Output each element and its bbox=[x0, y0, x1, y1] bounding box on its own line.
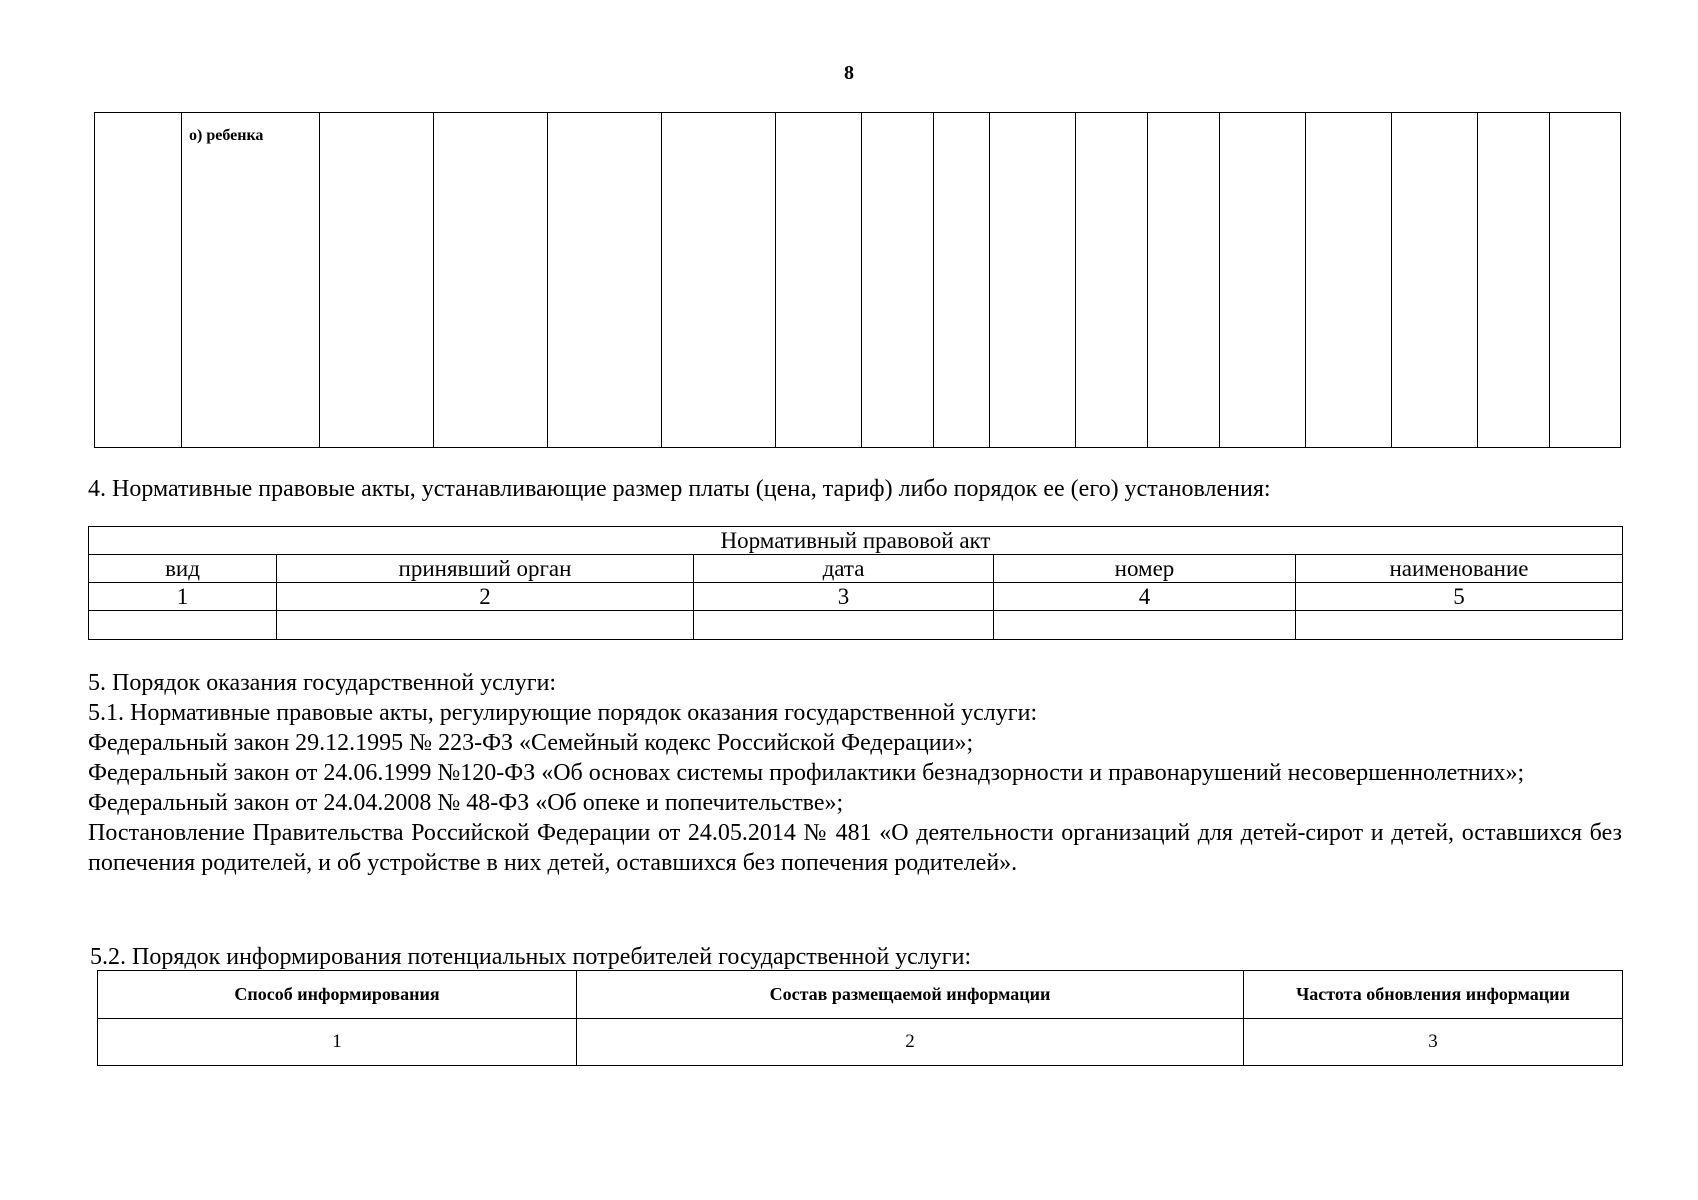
information-table bbox=[97, 970, 1623, 1066]
column-number: 5 bbox=[1296, 583, 1623, 611]
table-cell bbox=[994, 611, 1296, 640]
table-column-divider bbox=[775, 113, 776, 447]
table-column-divider bbox=[319, 113, 320, 447]
table-cell-text: о) ребенка bbox=[189, 127, 264, 144]
table-cell bbox=[277, 611, 694, 640]
table-column-divider bbox=[1147, 113, 1148, 447]
column-header: вид bbox=[89, 555, 277, 583]
table-column-divider bbox=[1075, 113, 1076, 447]
column-header: Частота обновления информации bbox=[1244, 971, 1623, 1019]
normative-acts-table bbox=[88, 526, 1623, 640]
table-column-divider bbox=[1549, 113, 1550, 447]
table-column-divider bbox=[989, 113, 990, 447]
section-5 bbox=[88, 668, 1622, 878]
section-5-2-heading: 5.2. Порядок информирования потенциальных потребителей государственной услуги: bbox=[90, 944, 972, 970]
column-number: 3 bbox=[1244, 1019, 1623, 1066]
section-5-heading: 5. Порядок оказания государственной услуги: bbox=[88, 670, 557, 696]
legal-act-item: Федеральный закон 29.12.1995 № 223-ФЗ «Семейный кодекс Российской Федерации»; bbox=[88, 730, 974, 756]
table-cell bbox=[89, 611, 277, 640]
legal-act-item: Постановление Правительства Российской Федерации от 24.05.2014 № 481 «О деятельности организаций для детей-сирот и детей, оставшихся без попечения родителей, и об устройстве в них детей, оставшихся без попечения родителей». bbox=[88, 820, 1622, 876]
section-4-heading: 4. Нормативные правовые акты, устанавливающие размер платы (цена, тариф) либо порядок ее (его) установления: bbox=[88, 476, 1271, 502]
table-cell bbox=[1296, 611, 1623, 640]
table-column-divider bbox=[433, 113, 434, 447]
column-header: принявший орган bbox=[277, 555, 694, 583]
column-number: 4 bbox=[994, 583, 1296, 611]
column-header: дата bbox=[694, 555, 994, 583]
table-column-divider bbox=[1305, 113, 1306, 447]
continued-table-fragment bbox=[94, 112, 1621, 448]
table-cell bbox=[694, 611, 994, 640]
table-column-divider bbox=[933, 113, 934, 447]
table-column-divider bbox=[661, 113, 662, 447]
table-column-divider bbox=[1477, 113, 1478, 447]
table-column-divider bbox=[547, 113, 548, 447]
legal-act-item: Федеральный закон от 24.06.1999 №120-ФЗ «Об основах системы профилактики безнадзорности и правонарушений несовершеннолетних»; bbox=[88, 760, 1525, 786]
column-header: Состав размещаемой информации bbox=[577, 971, 1244, 1019]
column-number: 2 bbox=[577, 1019, 1244, 1066]
legal-act-item: Федеральный закон от 24.04.2008 № 48-ФЗ «Об опеке и попечительстве»; bbox=[88, 790, 844, 816]
table-column-divider bbox=[1391, 113, 1392, 447]
table-row bbox=[89, 611, 1623, 640]
section-5-1-heading: 5.1. Нормативные правовые акты, регулирующие порядок оказания государственной услуги: bbox=[88, 700, 1038, 726]
table-column-divider bbox=[1219, 113, 1220, 447]
table-column-divider bbox=[181, 113, 182, 447]
column-number: 2 bbox=[277, 583, 694, 611]
table-column-divider bbox=[861, 113, 862, 447]
column-header: наименование bbox=[1296, 555, 1623, 583]
column-number: 3 bbox=[694, 583, 994, 611]
column-header: номер bbox=[994, 555, 1296, 583]
column-number: 1 bbox=[89, 583, 277, 611]
page-number: 8 bbox=[844, 62, 854, 84]
column-header: Способ информирования bbox=[98, 971, 577, 1019]
column-number: 1 bbox=[98, 1019, 577, 1066]
table-title: Нормативный правовой акт bbox=[89, 527, 1623, 555]
